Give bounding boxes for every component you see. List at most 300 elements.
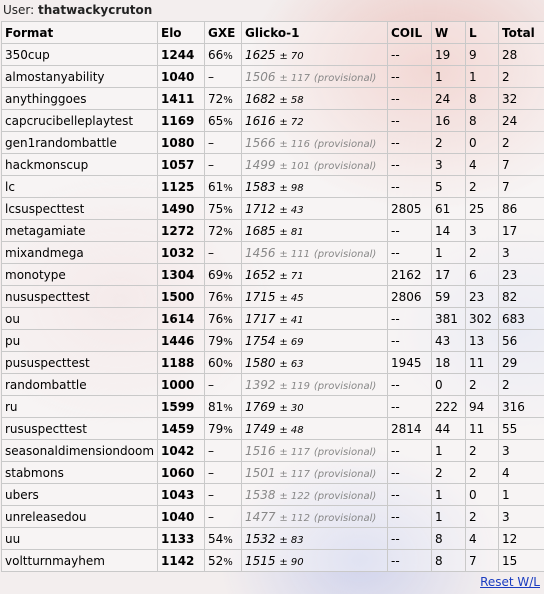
provisional-tag: (provisional) <box>313 468 377 480</box>
cell-format: 350cup <box>2 44 158 66</box>
glicko-rating: 1499 <box>245 157 276 172</box>
cell-elo: 1040 <box>158 506 205 528</box>
cell-elo: 1411 <box>158 88 205 110</box>
table-row <box>2 198 544 220</box>
cell-losses: 2 <box>466 374 499 396</box>
cell-total: 2 <box>499 66 544 88</box>
cell-total: 683 <box>499 308 544 330</box>
cell-glicko <box>242 418 388 440</box>
cell-gxe <box>205 440 242 462</box>
cell-coil: -- <box>388 132 432 154</box>
cell-gxe <box>205 550 242 572</box>
cell-losses: 94 <box>466 396 499 418</box>
glicko-rating: 1652 <box>245 267 276 282</box>
glicko-rating: 1501 <box>245 465 276 480</box>
cell-glicko <box>242 352 388 374</box>
gxe-value: 52 <box>208 553 224 568</box>
glicko-deviation: ± 117 <box>279 468 311 480</box>
cell-total: 7 <box>499 154 544 176</box>
glicko-rating: 1685 <box>245 223 276 238</box>
glicko-deviation: ± 119 <box>279 380 311 392</box>
cell-gxe <box>205 110 242 132</box>
cell-wins: 18 <box>432 352 466 374</box>
cell-losses: 4 <box>466 154 499 176</box>
cell-glicko <box>242 506 388 528</box>
glicko-rating: 1749 <box>245 421 276 436</box>
gxe-percent-sign: % <box>223 182 233 194</box>
cell-elo: 1125 <box>158 176 205 198</box>
cell-gxe <box>205 154 242 176</box>
cell-losses: 3 <box>466 220 499 242</box>
glicko-deviation: ± 72 <box>279 116 304 128</box>
gxe-percent-sign: % <box>223 358 233 370</box>
gxe-value: 61 <box>208 179 224 194</box>
cell-gxe <box>205 330 242 352</box>
col-header-elo: Elo <box>158 22 205 44</box>
cell-total: 17 <box>499 220 544 242</box>
cell-glicko <box>242 286 388 308</box>
cell-glicko <box>242 308 388 330</box>
cell-wins: 2 <box>432 462 466 484</box>
cell-total: 56 <box>499 330 544 352</box>
col-header-glicko: Glicko-1 <box>242 22 388 44</box>
cell-gxe <box>205 396 242 418</box>
provisional-tag: (provisional) <box>313 160 377 172</box>
cell-glicko <box>242 88 388 110</box>
cell-glicko <box>242 330 388 352</box>
glicko-rating: 1538 <box>245 487 276 502</box>
glicko-deviation: ± 111 <box>279 248 311 260</box>
gxe-percent-sign: % <box>223 556 233 568</box>
gxe-percent-sign: % <box>223 226 233 238</box>
provisional-tag: (provisional) <box>313 446 377 458</box>
cell-format: anythinggoes <box>2 88 158 110</box>
cell-coil: 2814 <box>388 418 432 440</box>
cell-losses: 23 <box>466 286 499 308</box>
gxe-value: 79 <box>208 333 224 348</box>
glicko-deviation: ± 45 <box>279 292 304 304</box>
glicko-deviation: ± 69 <box>279 336 304 348</box>
gxe-value: 75 <box>208 201 224 216</box>
cell-wins: 1 <box>432 66 466 88</box>
cell-total: 3 <box>499 506 544 528</box>
cell-format: stabmons <box>2 462 158 484</box>
glicko-rating: 1712 <box>245 201 276 216</box>
cell-elo: 1080 <box>158 132 205 154</box>
gxe-value: 72 <box>208 223 224 238</box>
cell-losses: 0 <box>466 484 499 506</box>
table-row <box>2 132 544 154</box>
glicko-rating: 1769 <box>245 399 276 414</box>
cell-glicko <box>242 220 388 242</box>
provisional-tag: (provisional) <box>313 380 377 392</box>
cell-format: metagamiate <box>2 220 158 242</box>
cell-total: 3 <box>499 440 544 462</box>
cell-format: ubers <box>2 484 158 506</box>
glicko-rating: 1516 <box>245 443 276 458</box>
table-row <box>2 154 544 176</box>
table-row <box>2 352 544 374</box>
glicko-deviation: ± 71 <box>279 270 304 282</box>
gxe-value: 54 <box>208 531 224 546</box>
cell-coil: 2162 <box>388 264 432 286</box>
cell-glicko <box>242 110 388 132</box>
cell-total: 32 <box>499 88 544 110</box>
ratings-table-body <box>2 44 544 572</box>
cell-losses: 4 <box>466 528 499 550</box>
glicko-deviation: ± 117 <box>279 72 311 84</box>
cell-losses: 302 <box>466 308 499 330</box>
table-row <box>2 528 544 550</box>
cell-glicko <box>242 44 388 66</box>
cell-elo: 1272 <box>158 220 205 242</box>
cell-glicko <box>242 176 388 198</box>
cell-gxe <box>205 484 242 506</box>
gxe-percent-sign: % <box>223 336 233 348</box>
table-row <box>2 286 544 308</box>
cell-coil: -- <box>388 242 432 264</box>
cell-gxe <box>205 198 242 220</box>
cell-total: 23 <box>499 264 544 286</box>
cell-coil: -- <box>388 176 432 198</box>
cell-elo: 1459 <box>158 418 205 440</box>
gxe-value: 81 <box>208 399 224 414</box>
cell-elo: 1614 <box>158 308 205 330</box>
cell-total: 2 <box>499 374 544 396</box>
cell-format: randombattle <box>2 374 158 396</box>
cell-coil: 2805 <box>388 198 432 220</box>
user-line <box>0 0 544 20</box>
cell-format: gen1randombattle <box>2 132 158 154</box>
glicko-rating: 1717 <box>245 311 276 326</box>
cell-gxe <box>205 528 242 550</box>
cell-format: seasonaldimensiondoom <box>2 440 158 462</box>
table-row <box>2 550 544 572</box>
cell-elo: 1446 <box>158 330 205 352</box>
cell-wins: 44 <box>432 418 466 440</box>
cell-coil: 2806 <box>388 286 432 308</box>
cell-wins: 24 <box>432 88 466 110</box>
table-row <box>2 506 544 528</box>
cell-format: capcrucibelleplaytest <box>2 110 158 132</box>
cell-format: ru <box>2 396 158 418</box>
cell-glicko <box>242 264 388 286</box>
gxe-percent-sign: % <box>223 116 233 128</box>
gxe-percent-sign: % <box>223 94 233 106</box>
glicko-rating: 1392 <box>245 377 276 392</box>
gxe-percent-sign: % <box>223 534 233 546</box>
glicko-deviation: ± 30 <box>279 402 304 414</box>
cell-format: monotype <box>2 264 158 286</box>
glicko-deviation: ± 81 <box>279 226 304 238</box>
cell-elo: 1188 <box>158 352 205 374</box>
glicko-deviation: ± 83 <box>279 534 304 546</box>
gxe-value: – <box>208 135 214 150</box>
table-row <box>2 396 544 418</box>
cell-glicko <box>242 242 388 264</box>
cell-elo: 1040 <box>158 66 205 88</box>
cell-losses: 6 <box>466 264 499 286</box>
cell-total: 316 <box>499 396 544 418</box>
cell-losses: 2 <box>466 462 499 484</box>
cell-elo: 1057 <box>158 154 205 176</box>
cell-total: 82 <box>499 286 544 308</box>
cell-wins: 1 <box>432 484 466 506</box>
cell-glicko <box>242 396 388 418</box>
cell-wins: 43 <box>432 330 466 352</box>
glicko-deviation: ± 63 <box>279 358 304 370</box>
gxe-percent-sign: % <box>223 314 233 326</box>
provisional-tag: (provisional) <box>313 248 377 260</box>
cell-wins: 61 <box>432 198 466 220</box>
cell-coil: -- <box>388 440 432 462</box>
cell-wins: 19 <box>432 44 466 66</box>
cell-glicko <box>242 484 388 506</box>
cell-coil: -- <box>388 506 432 528</box>
glicko-rating: 1515 <box>245 553 276 568</box>
cell-gxe <box>205 308 242 330</box>
glicko-rating: 1580 <box>245 355 276 370</box>
cell-elo: 1000 <box>158 374 205 396</box>
cell-gxe <box>205 462 242 484</box>
cell-losses: 0 <box>466 132 499 154</box>
cell-coil: -- <box>388 374 432 396</box>
cell-elo: 1032 <box>158 242 205 264</box>
glicko-deviation: ± 116 <box>279 138 311 150</box>
cell-wins: 1 <box>432 440 466 462</box>
cell-losses: 11 <box>466 418 499 440</box>
gxe-value: – <box>208 377 214 392</box>
glicko-rating: 1616 <box>245 113 276 128</box>
glicko-deviation: ± 122 <box>279 490 311 502</box>
cell-coil: -- <box>388 550 432 572</box>
gxe-percent-sign: % <box>223 204 233 216</box>
cell-format: lcsuspecttest <box>2 198 158 220</box>
cell-total: 15 <box>499 550 544 572</box>
cell-losses: 8 <box>466 110 499 132</box>
ratings-table <box>1 21 544 572</box>
col-header-coil: COIL <box>388 22 432 44</box>
cell-total: 12 <box>499 528 544 550</box>
glicko-rating: 1583 <box>245 179 276 194</box>
cell-coil: -- <box>388 66 432 88</box>
glicko-deviation: ± 101 <box>279 160 311 172</box>
cell-glicko <box>242 462 388 484</box>
cell-coil: -- <box>388 110 432 132</box>
user-name: thatwackycruton <box>38 3 153 17</box>
cell-gxe <box>205 352 242 374</box>
cell-format: nususpecttest <box>2 286 158 308</box>
user-label: User: <box>3 3 35 17</box>
cell-coil: -- <box>388 484 432 506</box>
cell-losses: 2 <box>466 176 499 198</box>
cell-total: 28 <box>499 44 544 66</box>
cell-elo: 1133 <box>158 528 205 550</box>
table-row <box>2 462 544 484</box>
cell-losses: 25 <box>466 198 499 220</box>
cell-format: ou <box>2 308 158 330</box>
gxe-value: 69 <box>208 267 224 282</box>
cell-coil: -- <box>388 308 432 330</box>
table-row <box>2 418 544 440</box>
cell-total: 4 <box>499 462 544 484</box>
glicko-rating: 1477 <box>245 509 276 524</box>
glicko-rating: 1715 <box>245 289 276 304</box>
gxe-value: – <box>208 487 214 502</box>
table-row <box>2 330 544 352</box>
provisional-tag: (provisional) <box>313 138 377 150</box>
gxe-value: 79 <box>208 421 224 436</box>
cell-total: 29 <box>499 352 544 374</box>
reset-wl-link[interactable]: Reset W/L <box>480 575 540 589</box>
col-header-wins: W <box>432 22 466 44</box>
cell-gxe <box>205 44 242 66</box>
table-row <box>2 220 544 242</box>
col-header-format: Format <box>2 22 158 44</box>
cell-losses: 11 <box>466 352 499 374</box>
glicko-deviation: ± 58 <box>279 94 304 106</box>
cell-format: pususpecttest <box>2 352 158 374</box>
table-row <box>2 176 544 198</box>
cell-losses: 2 <box>466 506 499 528</box>
cell-coil: -- <box>388 44 432 66</box>
cell-coil: -- <box>388 220 432 242</box>
cell-gxe <box>205 286 242 308</box>
cell-format: unreleasedou <box>2 506 158 528</box>
gxe-value: – <box>208 465 214 480</box>
gxe-percent-sign: % <box>223 424 233 436</box>
cell-coil: -- <box>388 330 432 352</box>
table-row <box>2 44 544 66</box>
glicko-rating: 1456 <box>245 245 276 260</box>
cell-losses: 1 <box>466 66 499 88</box>
cell-elo: 1304 <box>158 264 205 286</box>
provisional-tag: (provisional) <box>313 72 377 84</box>
cell-total: 3 <box>499 242 544 264</box>
glicko-rating: 1532 <box>245 531 276 546</box>
glicko-deviation: ± 98 <box>279 182 304 194</box>
provisional-tag: (provisional) <box>313 490 377 502</box>
cell-glicko <box>242 374 388 396</box>
cell-gxe <box>205 220 242 242</box>
cell-coil: -- <box>388 462 432 484</box>
cell-format: rususpecttest <box>2 418 158 440</box>
glicko-deviation: ± 112 <box>279 512 311 524</box>
cell-wins: 0 <box>432 374 466 396</box>
cell-coil: -- <box>388 154 432 176</box>
col-header-total: Total <box>499 22 544 44</box>
table-row <box>2 264 544 286</box>
cell-gxe <box>205 88 242 110</box>
glicko-rating: 1566 <box>245 135 276 150</box>
gxe-percent-sign: % <box>223 50 233 62</box>
cell-format: uu <box>2 528 158 550</box>
cell-gxe <box>205 66 242 88</box>
cell-total: 24 <box>499 110 544 132</box>
table-row <box>2 110 544 132</box>
cell-total: 55 <box>499 418 544 440</box>
gxe-value: – <box>208 245 214 260</box>
gxe-value: 60 <box>208 355 224 370</box>
glicko-deviation: ± 43 <box>279 204 304 216</box>
glicko-deviation: ± 90 <box>279 556 304 568</box>
cell-glicko <box>242 66 388 88</box>
gxe-value: 65 <box>208 113 224 128</box>
cell-format: mixandmega <box>2 242 158 264</box>
cell-elo: 1500 <box>158 286 205 308</box>
cell-coil: -- <box>388 396 432 418</box>
gxe-value: 66 <box>208 47 224 62</box>
cell-coil: -- <box>388 528 432 550</box>
table-row <box>2 440 544 462</box>
glicko-rating: 1682 <box>245 91 276 106</box>
cell-glicko <box>242 154 388 176</box>
gxe-value: – <box>208 509 214 524</box>
cell-losses: 7 <box>466 550 499 572</box>
gxe-value: – <box>208 157 214 172</box>
table-row <box>2 374 544 396</box>
cell-losses: 8 <box>466 88 499 110</box>
cell-elo: 1244 <box>158 44 205 66</box>
cell-coil: 1945 <box>388 352 432 374</box>
cell-format: lc <box>2 176 158 198</box>
table-header-row <box>2 22 544 44</box>
table-row <box>2 242 544 264</box>
cell-losses: 13 <box>466 330 499 352</box>
cell-elo: 1169 <box>158 110 205 132</box>
glicko-deviation: ± 117 <box>279 446 311 458</box>
cell-gxe <box>205 418 242 440</box>
cell-wins: 16 <box>432 110 466 132</box>
cell-gxe <box>205 176 242 198</box>
cell-total: 2 <box>499 132 544 154</box>
gxe-value: 76 <box>208 311 224 326</box>
cell-wins: 2 <box>432 132 466 154</box>
cell-wins: 1 <box>432 242 466 264</box>
cell-losses: 9 <box>466 44 499 66</box>
cell-gxe <box>205 132 242 154</box>
cell-losses: 2 <box>466 440 499 462</box>
cell-coil: -- <box>388 88 432 110</box>
cell-gxe <box>205 242 242 264</box>
cell-gxe <box>205 506 242 528</box>
gxe-value: 76 <box>208 289 224 304</box>
cell-elo: 1042 <box>158 440 205 462</box>
table-row <box>2 88 544 110</box>
cell-elo: 1043 <box>158 484 205 506</box>
cell-gxe <box>205 374 242 396</box>
cell-losses: 2 <box>466 242 499 264</box>
glicko-rating: 1754 <box>245 333 276 348</box>
cell-wins: 59 <box>432 286 466 308</box>
cell-wins: 3 <box>432 154 466 176</box>
gxe-percent-sign: % <box>223 270 233 282</box>
cell-total: 7 <box>499 176 544 198</box>
cell-format: almostanyability <box>2 66 158 88</box>
cell-format: voltturnmayhem <box>2 550 158 572</box>
cell-wins: 1 <box>432 506 466 528</box>
gxe-percent-sign: % <box>223 292 233 304</box>
cell-format: hackmonscup <box>2 154 158 176</box>
cell-total: 86 <box>499 198 544 220</box>
glicko-rating: 1625 <box>245 47 276 62</box>
cell-wins: 5 <box>432 176 466 198</box>
col-header-gxe: GXE <box>205 22 242 44</box>
glicko-deviation: ± 41 <box>279 314 304 326</box>
glicko-deviation: ± 70 <box>279 50 304 62</box>
cell-wins: 14 <box>432 220 466 242</box>
cell-wins: 8 <box>432 528 466 550</box>
